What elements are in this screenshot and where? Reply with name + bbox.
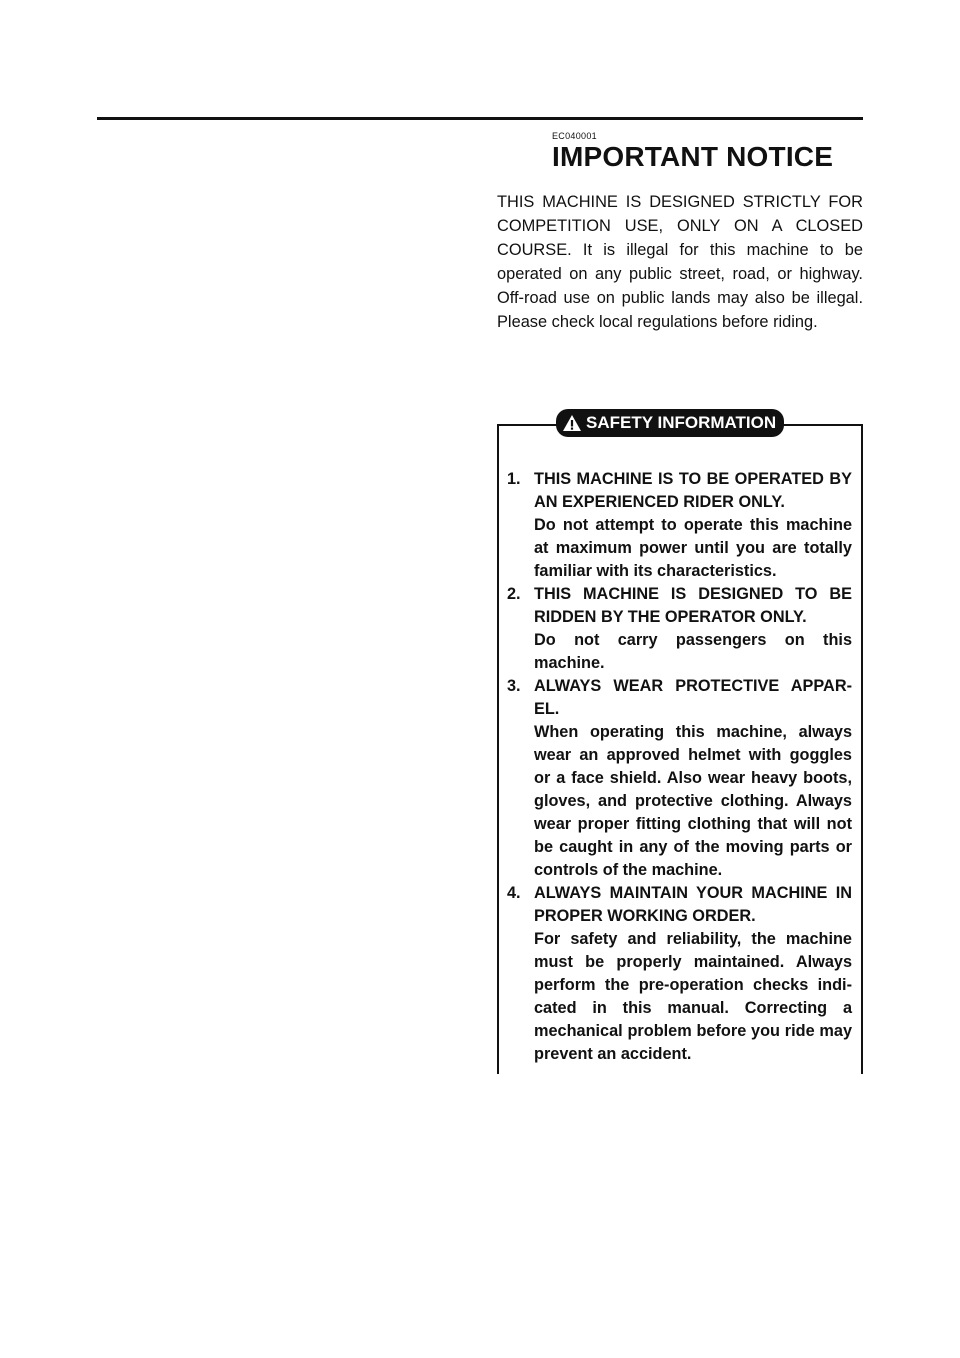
safety-list (507, 468, 852, 1066)
safety-item-4 (507, 882, 852, 1066)
safety-item-1 (507, 468, 852, 583)
safety-item-heading: ALWAYS MAINTAIN YOUR MACHINE IN PROPER WORKING ORDER. (534, 884, 852, 925)
safety-item-heading: THIS MACHINE IS TO BE OPERATED BY AN EXPERIENCED RIDER ONLY. (534, 470, 852, 511)
safety-item-number: 4. (507, 884, 521, 902)
safety-item-text: Do not carry passengers on this machine. (534, 631, 852, 672)
safety-item-number: 3. (507, 677, 521, 695)
section-code: EC040001 (552, 131, 597, 141)
warning-triangle-icon (562, 414, 582, 432)
safety-item-2 (507, 583, 852, 675)
notice-body: THIS MACHINE IS DESIGNED STRICTLY FOR COMPETITION USE, ONLY ON A CLOSED COURSE. It is illegal for this machine to be operated on any public street, road, or highway. Off-road use on public lands may also be illegal. Please check local regulations before riding. (497, 193, 863, 331)
safety-header-label: SAFETY INFORMATION (586, 413, 777, 432)
safety-item-text: When operating this machine, always wear an approved helmet with goggles or a face shield. Also wear heavy boots, gloves, and protective clothing. Always wear proper fitting clothing that will not be caught in any of the moving parts or controls of the machine. (534, 723, 852, 879)
safety-item-number: 2. (507, 585, 521, 603)
header-rule (97, 117, 863, 120)
page-title: IMPORTANT NOTICE (552, 141, 834, 172)
safety-item-heading: THIS MACHINE IS DESIGNED TO BE RIDDEN BY THE OPERATOR ONLY. (534, 585, 852, 626)
safety-item-3 (507, 675, 852, 882)
safety-item-text: Do not attempt to operate this machine at maximum power until you are totally familiar with its characteristics. (534, 516, 852, 580)
safety-item-text: For safety and reliability, the machine must be properly maintained. Always perform the pre-operation checks indi-cated in this manual. Correcting a mechanical problem before you ride may prevent an accident. (534, 930, 852, 1063)
safety-item-heading: ALWAYS WEAR PROTECTIVE APPAR-EL. (534, 677, 852, 718)
safety-information-header (556, 409, 784, 437)
safety-item-number: 1. (507, 470, 521, 488)
